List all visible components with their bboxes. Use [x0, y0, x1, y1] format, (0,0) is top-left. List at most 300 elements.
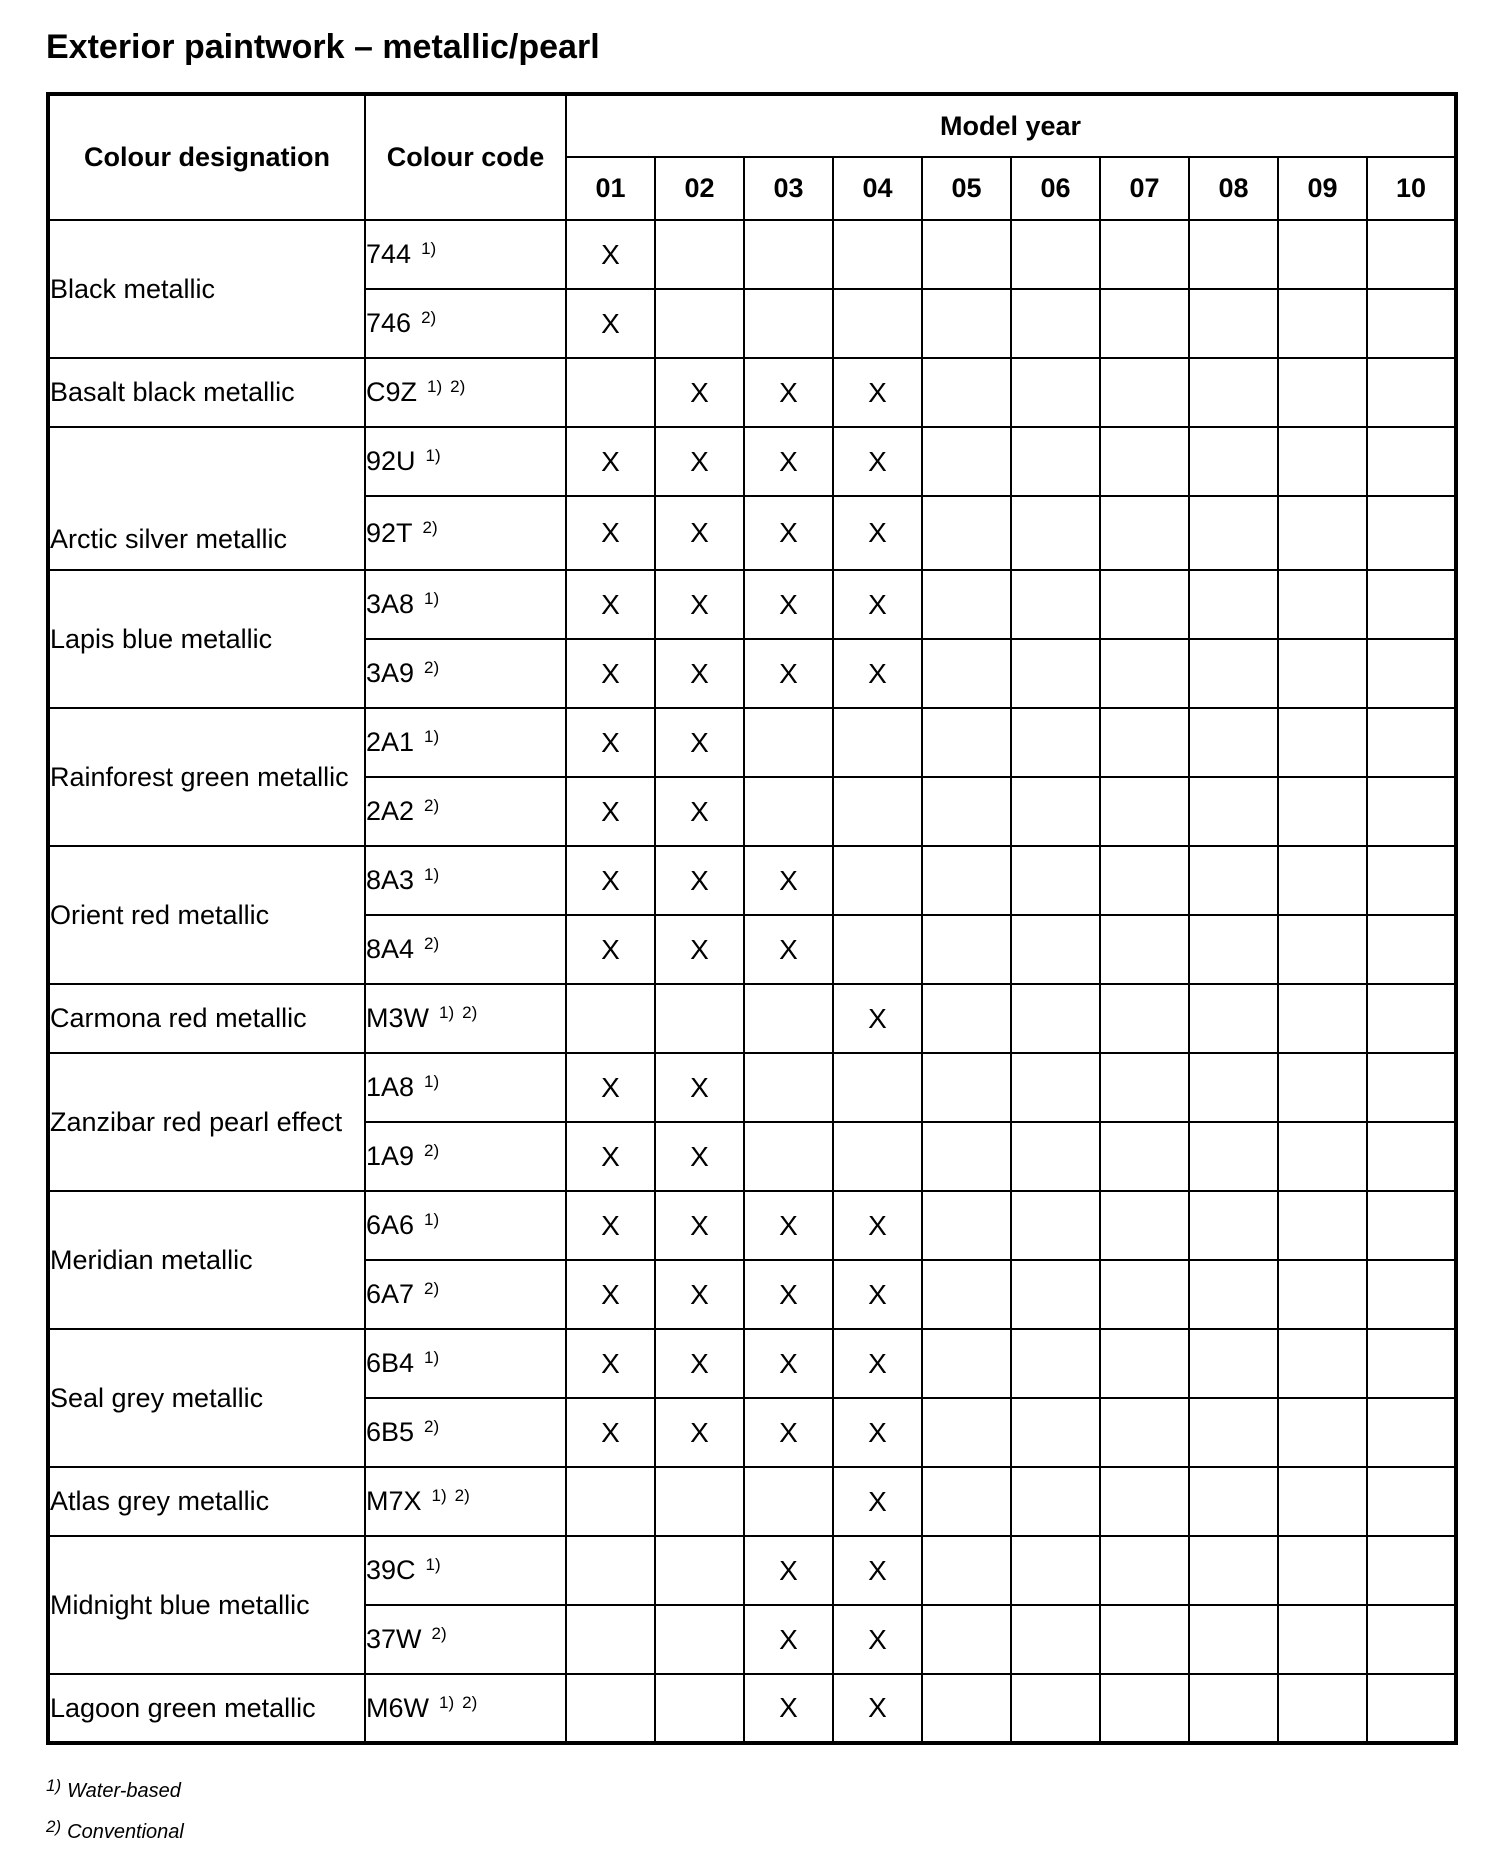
- table-row: [48, 1536, 1456, 1605]
- year-cell-08: [1189, 1398, 1278, 1467]
- year-cell-03: X: [744, 639, 833, 708]
- year-cell-03: X: [744, 1260, 833, 1329]
- year-cell-02: [655, 1605, 744, 1674]
- year-cell-10: [1367, 639, 1456, 708]
- footnote-ref: 1): [431, 1486, 447, 1505]
- colour-code: 2A1: [366, 727, 415, 757]
- year-cell-04: [833, 220, 922, 289]
- colour-code: 746: [366, 308, 412, 338]
- year-cell-09: [1278, 1674, 1367, 1743]
- year-cell-03: X: [744, 496, 833, 570]
- colour-code-cell: [365, 496, 566, 570]
- year-cell-01: X: [566, 1122, 655, 1191]
- year-header-04: 04: [833, 157, 922, 220]
- year-cell-09: [1278, 1329, 1367, 1398]
- year-cell-03: [744, 289, 833, 358]
- footnote-ref: 1): [424, 1348, 440, 1367]
- year-cell-03: X: [744, 1398, 833, 1467]
- year-cell-01: X: [566, 1260, 655, 1329]
- table-row: [48, 427, 1456, 496]
- year-cell-08: [1189, 496, 1278, 570]
- year-cell-08: [1189, 1191, 1278, 1260]
- footnote: [46, 1809, 184, 1850]
- year-cell-06: [1011, 1260, 1100, 1329]
- year-cell-09: [1278, 1467, 1367, 1536]
- year-cell-02: X: [655, 1260, 744, 1329]
- year-cell-07: [1100, 570, 1189, 639]
- year-cell-09: [1278, 220, 1367, 289]
- table-row: [48, 708, 1456, 777]
- year-cell-07: [1100, 915, 1189, 984]
- year-cell-05: [922, 358, 1011, 427]
- year-cell-05: [922, 1605, 1011, 1674]
- year-cell-07: [1100, 358, 1189, 427]
- year-cell-07: [1100, 1122, 1189, 1191]
- colour-code: 92U: [366, 446, 416, 476]
- year-cell-05: [922, 1329, 1011, 1398]
- colour-code-cell: [365, 1191, 566, 1260]
- year-cell-01: X: [566, 777, 655, 846]
- header-colour-designation: Colour designation: [48, 94, 365, 220]
- year-cell-03: X: [744, 1674, 833, 1743]
- year-cell-07: [1100, 1329, 1189, 1398]
- year-cell-04: [833, 1053, 922, 1122]
- colour-designation: Lagoon green metallic: [48, 1674, 365, 1743]
- footnote-ref: 1): [439, 1003, 455, 1022]
- year-cell-08: [1189, 777, 1278, 846]
- table-body: [48, 220, 1456, 1743]
- year-cell-09: [1278, 496, 1367, 570]
- year-cell-10: [1367, 708, 1456, 777]
- year-cell-10: [1367, 915, 1456, 984]
- colour-code: 2A2: [366, 796, 415, 826]
- year-cell-09: [1278, 1053, 1367, 1122]
- table-row: [48, 220, 1456, 289]
- year-cell-10: [1367, 496, 1456, 570]
- colour-code-cell: [365, 1329, 566, 1398]
- colour-code-cell: [365, 220, 566, 289]
- colour-code-cell: [365, 1536, 566, 1605]
- year-cell-07: [1100, 1260, 1189, 1329]
- colour-code: 8A3: [366, 865, 415, 895]
- year-cell-01: [566, 358, 655, 427]
- year-cell-07: [1100, 1398, 1189, 1467]
- year-cell-06: [1011, 1605, 1100, 1674]
- year-cell-05: [922, 1674, 1011, 1743]
- year-cell-07: [1100, 289, 1189, 358]
- year-cell-03: X: [744, 1605, 833, 1674]
- year-cell-05: [922, 846, 1011, 915]
- colour-code: 6B4: [366, 1348, 415, 1378]
- year-cell-06: [1011, 846, 1100, 915]
- year-cell-08: [1189, 1674, 1278, 1743]
- colour-code-cell: [365, 984, 566, 1053]
- footnote-ref: 1): [439, 1692, 455, 1712]
- year-cell-06: [1011, 570, 1100, 639]
- year-cell-03: [744, 220, 833, 289]
- year-cell-06: [1011, 1467, 1100, 1536]
- year-cell-04: X: [833, 358, 922, 427]
- colour-code: 744: [366, 239, 412, 269]
- year-cell-09: [1278, 1605, 1367, 1674]
- year-cell-08: [1189, 570, 1278, 639]
- year-cell-06: [1011, 289, 1100, 358]
- year-cell-09: [1278, 846, 1367, 915]
- year-cell-05: [922, 1191, 1011, 1260]
- year-cell-02: X: [655, 915, 744, 984]
- year-cell-07: [1100, 846, 1189, 915]
- year-cell-09: [1278, 1260, 1367, 1329]
- colour-code-cell: [365, 639, 566, 708]
- table-row: [48, 1329, 1456, 1398]
- year-cell-03: X: [744, 570, 833, 639]
- colour-code: 6B5: [366, 1417, 415, 1447]
- year-cell-04: X: [833, 496, 922, 570]
- year-cell-03: [744, 777, 833, 846]
- year-cell-08: [1189, 1329, 1278, 1398]
- table-row: [48, 570, 1456, 639]
- year-cell-01: X: [566, 915, 655, 984]
- year-cell-09: [1278, 358, 1367, 427]
- year-cell-05: [922, 220, 1011, 289]
- year-cell-10: [1367, 1674, 1456, 1743]
- year-cell-01: [566, 1467, 655, 1536]
- table-row: [48, 1467, 1456, 1536]
- colour-code: 1A9: [366, 1141, 415, 1171]
- year-cell-08: [1189, 1467, 1278, 1536]
- year-header-08: 08: [1189, 157, 1278, 220]
- year-cell-02: X: [655, 639, 744, 708]
- footnote-ref: 2): [450, 377, 466, 396]
- year-cell-07: [1100, 1674, 1189, 1743]
- footnote-text: Water-based: [67, 1780, 181, 1802]
- year-cell-05: [922, 427, 1011, 496]
- year-cell-03: [744, 1053, 833, 1122]
- year-cell-04: [833, 289, 922, 358]
- year-cell-10: [1367, 777, 1456, 846]
- year-cell-09: [1278, 427, 1367, 496]
- footnote-ref: 1): [425, 1555, 441, 1574]
- year-cell-02: [655, 1536, 744, 1605]
- colour-designation: Meridian metallic: [48, 1191, 365, 1329]
- year-cell-02: [655, 220, 744, 289]
- table-row: [48, 1053, 1456, 1122]
- year-cell-07: [1100, 427, 1189, 496]
- year-cell-01: X: [566, 220, 655, 289]
- colour-code: M3W: [366, 1003, 429, 1033]
- year-cell-10: [1367, 1605, 1456, 1674]
- colour-code-cell: [365, 1260, 566, 1329]
- year-cell-02: X: [655, 570, 744, 639]
- year-cell-01: [566, 1605, 655, 1674]
- year-cell-03: X: [744, 915, 833, 984]
- table-row: [48, 984, 1456, 1053]
- year-cell-06: [1011, 777, 1100, 846]
- year-cell-05: [922, 289, 1011, 358]
- year-cell-07: [1100, 496, 1189, 570]
- year-cell-05: [922, 708, 1011, 777]
- colour-designation: Carmona red metallic: [48, 984, 365, 1053]
- colour-code: 1A8: [366, 1072, 415, 1102]
- year-cell-03: [744, 1467, 833, 1536]
- year-cell-10: [1367, 984, 1456, 1053]
- year-cell-01: X: [566, 846, 655, 915]
- year-cell-02: [655, 1674, 744, 1743]
- year-cell-04: [833, 846, 922, 915]
- year-cell-02: X: [655, 1053, 744, 1122]
- year-cell-08: [1189, 639, 1278, 708]
- year-cell-04: X: [833, 570, 922, 639]
- year-cell-03: [744, 708, 833, 777]
- footnote-ref: 2): [424, 658, 440, 677]
- colour-code-cell: [365, 570, 566, 639]
- year-cell-05: [922, 1053, 1011, 1122]
- year-cell-02: X: [655, 1191, 744, 1260]
- footnote-ref: 2): [424, 934, 440, 953]
- year-header-02: 02: [655, 157, 744, 220]
- year-cell-03: X: [744, 846, 833, 915]
- year-cell-09: [1278, 1536, 1367, 1605]
- year-cell-02: [655, 1467, 744, 1536]
- year-cell-09: [1278, 708, 1367, 777]
- colour-designation: Basalt black metallic: [48, 358, 365, 427]
- year-cell-02: X: [655, 1122, 744, 1191]
- footnote-ref: 1): [424, 865, 440, 884]
- year-cell-03: X: [744, 1536, 833, 1605]
- colour-code-cell: [365, 708, 566, 777]
- year-cell-04: [833, 708, 922, 777]
- year-cell-02: X: [655, 846, 744, 915]
- year-cell-10: [1367, 1260, 1456, 1329]
- year-cell-02: X: [655, 1329, 744, 1398]
- year-cell-01: [566, 1536, 655, 1605]
- year-cell-10: [1367, 570, 1456, 639]
- year-cell-10: [1367, 1329, 1456, 1398]
- year-cell-01: [566, 984, 655, 1053]
- year-cell-01: X: [566, 570, 655, 639]
- year-cell-09: [1278, 570, 1367, 639]
- year-cell-06: [1011, 1536, 1100, 1605]
- colour-code-cell: [365, 289, 566, 358]
- year-cell-01: X: [566, 427, 655, 496]
- year-cell-06: [1011, 1329, 1100, 1398]
- colour-code: 37W: [366, 1624, 422, 1654]
- year-cell-06: [1011, 1674, 1100, 1743]
- year-cell-07: [1100, 1191, 1189, 1260]
- colour-code: 39C: [366, 1555, 416, 1585]
- colour-code: M6W: [366, 1692, 429, 1723]
- footnote-ref: 1): [424, 727, 440, 746]
- year-cell-10: [1367, 1536, 1456, 1605]
- footnotes: [46, 1768, 184, 1850]
- year-cell-03: [744, 1122, 833, 1191]
- year-cell-07: [1100, 1605, 1189, 1674]
- footnote-ref: 2): [431, 1624, 447, 1643]
- year-cell-08: [1189, 1053, 1278, 1122]
- year-cell-04: X: [833, 1398, 922, 1467]
- colour-code-cell: [365, 1122, 566, 1191]
- year-cell-05: [922, 777, 1011, 846]
- year-cell-04: X: [833, 427, 922, 496]
- footnote-ref: 1): [424, 1072, 440, 1091]
- colour-designation: Orient red metallic: [48, 846, 365, 984]
- year-cell-02: X: [655, 496, 744, 570]
- footnote-ref: 2): [454, 1486, 470, 1505]
- year-cell-06: [1011, 915, 1100, 984]
- footnote-ref: 2): [462, 1003, 478, 1022]
- footnote-ref: 2): [422, 517, 438, 537]
- colour-code: M7X: [366, 1486, 422, 1516]
- year-cell-03: X: [744, 358, 833, 427]
- year-cell-06: [1011, 639, 1100, 708]
- year-cell-01: X: [566, 289, 655, 358]
- year-cell-10: [1367, 1398, 1456, 1467]
- year-cell-07: [1100, 639, 1189, 708]
- colour-code-cell: [365, 1467, 566, 1536]
- colour-code: 8A4: [366, 934, 415, 964]
- colour-designation: Black metallic: [48, 220, 365, 358]
- year-cell-05: [922, 1467, 1011, 1536]
- year-cell-04: X: [833, 984, 922, 1053]
- year-cell-07: [1100, 220, 1189, 289]
- year-cell-03: X: [744, 1191, 833, 1260]
- footnote-ref: 2): [424, 1279, 440, 1298]
- year-cell-06: [1011, 1398, 1100, 1467]
- colour-code-cell: [365, 777, 566, 846]
- year-cell-04: X: [833, 639, 922, 708]
- year-cell-01: X: [566, 639, 655, 708]
- year-cell-07: [1100, 984, 1189, 1053]
- year-cell-05: [922, 984, 1011, 1053]
- year-cell-08: [1189, 220, 1278, 289]
- colour-designation: Atlas grey metallic: [48, 1467, 365, 1536]
- header-model-year: Model year: [566, 94, 1456, 157]
- year-header-06: 06: [1011, 157, 1100, 220]
- year-cell-07: [1100, 708, 1189, 777]
- year-cell-10: [1367, 427, 1456, 496]
- colour-designation: Rainforest green metallic: [48, 708, 365, 846]
- year-cell-08: [1189, 1260, 1278, 1329]
- year-cell-09: [1278, 639, 1367, 708]
- year-header-09: 09: [1278, 157, 1367, 220]
- colour-code-cell: [365, 846, 566, 915]
- year-cell-05: [922, 1536, 1011, 1605]
- footnote-ref: 1): [425, 446, 441, 465]
- colour-code-cell: [365, 358, 566, 427]
- year-cell-04: X: [833, 1260, 922, 1329]
- year-cell-08: [1189, 1536, 1278, 1605]
- year-header-10: 10: [1367, 157, 1456, 220]
- year-cell-08: [1189, 846, 1278, 915]
- table-row: [48, 1191, 1456, 1260]
- year-cell-01: X: [566, 1398, 655, 1467]
- colour-designation: Zanzibar red pearl effect: [48, 1053, 365, 1191]
- year-cell-01: [566, 1674, 655, 1743]
- colour-code-cell: [365, 1398, 566, 1467]
- year-cell-04: [833, 915, 922, 984]
- year-cell-04: X: [833, 1191, 922, 1260]
- colour-code: 3A8: [366, 589, 415, 619]
- year-cell-08: [1189, 427, 1278, 496]
- footnote: [46, 1768, 184, 1809]
- footnote-ref: 2): [421, 308, 437, 327]
- year-cell-02: X: [655, 358, 744, 427]
- year-header-03: 03: [744, 157, 833, 220]
- colour-designation: Midnight blue metallic: [48, 1536, 365, 1674]
- year-cell-09: [1278, 1398, 1367, 1467]
- year-cell-02: [655, 984, 744, 1053]
- colour-designation: Lapis blue metallic: [48, 570, 365, 708]
- footnote-ref: 1): [424, 589, 440, 608]
- year-cell-10: [1367, 1122, 1456, 1191]
- year-cell-06: [1011, 1053, 1100, 1122]
- year-cell-03: X: [744, 427, 833, 496]
- table-row: [48, 846, 1456, 915]
- year-cell-06: [1011, 1122, 1100, 1191]
- year-cell-06: [1011, 496, 1100, 570]
- year-cell-06: [1011, 358, 1100, 427]
- year-cell-10: [1367, 358, 1456, 427]
- colour-code: C9Z: [366, 377, 418, 407]
- year-cell-06: [1011, 220, 1100, 289]
- year-cell-01: X: [566, 1191, 655, 1260]
- year-cell-04: [833, 1122, 922, 1191]
- year-cell-08: [1189, 1605, 1278, 1674]
- footnote-ref: 1): [427, 377, 443, 396]
- year-cell-02: X: [655, 1398, 744, 1467]
- footnote-ref: 2): [462, 1692, 478, 1712]
- colour-code-cell: [365, 915, 566, 984]
- year-cell-02: X: [655, 427, 744, 496]
- colour-code: 6A6: [366, 1210, 415, 1240]
- footnote-mark: 1): [46, 1776, 62, 1795]
- year-cell-09: [1278, 915, 1367, 984]
- year-cell-02: X: [655, 777, 744, 846]
- year-cell-07: [1100, 1536, 1189, 1605]
- year-cell-09: [1278, 289, 1367, 358]
- year-header-01: 01: [566, 157, 655, 220]
- year-cell-05: [922, 496, 1011, 570]
- footnote-ref: 2): [424, 1417, 440, 1436]
- year-cell-10: [1367, 1053, 1456, 1122]
- year-cell-08: [1189, 915, 1278, 984]
- year-cell-08: [1189, 708, 1278, 777]
- paint-table: [46, 92, 1458, 1745]
- header-colour-code: Colour code: [365, 94, 566, 220]
- table-row: [48, 1674, 1456, 1743]
- colour-designation: Seal grey metallic: [48, 1329, 365, 1467]
- year-cell-10: [1367, 289, 1456, 358]
- footnote-ref: 1): [421, 239, 437, 258]
- year-cell-08: [1189, 1122, 1278, 1191]
- year-cell-02: X: [655, 708, 744, 777]
- year-cell-01: X: [566, 1053, 655, 1122]
- year-cell-09: [1278, 1191, 1367, 1260]
- year-cell-10: [1367, 1191, 1456, 1260]
- year-cell-05: [922, 1398, 1011, 1467]
- year-header-07: 07: [1100, 157, 1189, 220]
- year-cell-03: [744, 984, 833, 1053]
- colour-code-cell: [365, 1053, 566, 1122]
- year-cell-02: [655, 289, 744, 358]
- footnote-mark: 2): [46, 1817, 62, 1836]
- colour-designation: Arctic silver metallic: [48, 427, 365, 570]
- year-cell-10: [1367, 220, 1456, 289]
- colour-code: 3A9: [366, 658, 415, 688]
- year-cell-05: [922, 570, 1011, 639]
- year-header-05: 05: [922, 157, 1011, 220]
- year-cell-03: X: [744, 1329, 833, 1398]
